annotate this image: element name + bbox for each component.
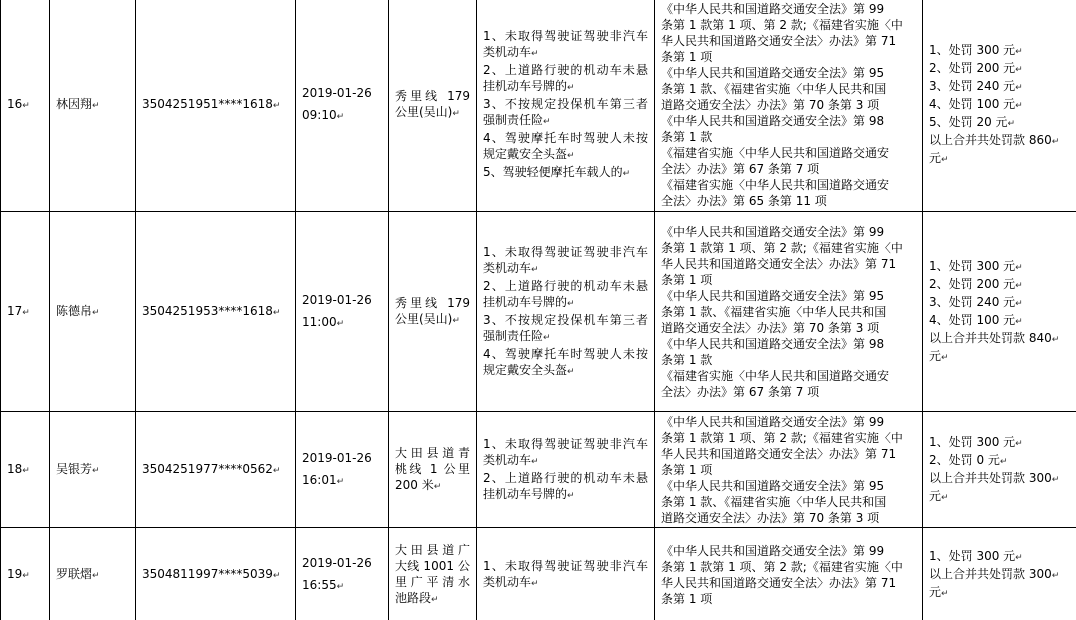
- datetime-cell: [296, 528, 389, 620]
- violation-line: 1、未取得驾驶证驾驶非汽车: [483, 436, 648, 451]
- violation-line: 2、上道路行驶的机动车未悬: [483, 63, 648, 77]
- location-cell: [389, 212, 477, 412]
- id-number: 3504251953****1618: [142, 303, 273, 318]
- violation-line: 5、驾驶轻便摩托车载人的↵: [483, 165, 631, 179]
- legal-basis-line: 《中华人民共和国道路交通安全法》第 98: [661, 336, 885, 351]
- person-name: 罗联熠: [56, 567, 93, 581]
- paragraph-mark-icon: ↵: [452, 315, 460, 326]
- legal-basis-line: 《福建省实施〈中华人民共和国道路交通安: [661, 178, 890, 192]
- paragraph-mark-icon: ↵: [272, 307, 281, 318]
- violation-date: 2019-01-26: [302, 450, 372, 465]
- location-line: 200 米↵: [395, 477, 442, 492]
- paragraph-mark-icon: ↵: [452, 109, 460, 119]
- datetime-cell: [296, 0, 389, 212]
- legal-basis-cell: [655, 412, 923, 528]
- table-row: [1, 528, 1076, 620]
- paragraph-mark-icon: ↵: [336, 476, 345, 487]
- penalty-cell: [923, 212, 1076, 412]
- violation-line: 3、不按规定投保机车第三者: [483, 97, 648, 111]
- id-number-cell: [136, 212, 296, 412]
- paragraph-mark-icon: ↵: [543, 332, 551, 343]
- table-row: [1, 212, 1076, 412]
- row-number: 16: [7, 97, 23, 111]
- legal-basis-line: 华人民共和国道路交通安全法〉办法》第 71: [661, 256, 897, 271]
- paragraph-mark-icon: ↵: [1015, 280, 1023, 291]
- legal-basis-line: 条第 1 项: [661, 50, 713, 64]
- location-line: 公里(吴山)↵: [395, 105, 460, 119]
- name-cell: [50, 0, 136, 212]
- violations-cell: [477, 0, 655, 212]
- paragraph-mark-icon: ↵: [336, 112, 345, 122]
- violation-line: 类机动车↵: [483, 575, 539, 589]
- legal-basis-line: 全法〉办法》第 65 条第 11 项: [661, 194, 827, 208]
- violation-line: 4、驾驶摩托车时驾驶人未按: [483, 131, 648, 145]
- violation-line: 类机动车↵: [483, 260, 539, 275]
- paragraph-mark-icon: ↵: [1015, 298, 1023, 309]
- violation-line: 挂机动车号牌的↵: [483, 486, 575, 501]
- location-line: 桃线 1 公里: [395, 461, 470, 476]
- violation-line: 2、上道路行驶的机动车未悬: [483, 470, 648, 485]
- legal-basis-line: 条第 1 项: [661, 272, 713, 287]
- legal-basis-line: 条第 1 款、《福建省实施〈中华人民共和国: [661, 82, 887, 96]
- paragraph-mark-icon: ↵: [1051, 334, 1060, 345]
- person-name: 林因翔: [56, 97, 93, 111]
- paragraph-mark-icon: ↵: [543, 117, 551, 127]
- legal-basis-line: 《中华人民共和国道路交通安全法》第 95: [661, 478, 885, 493]
- table-row: [1, 0, 1076, 212]
- paragraph-mark-icon: ↵: [1051, 571, 1060, 581]
- penalty-line: 3、处罚 240 元↵: [929, 79, 1023, 93]
- paragraph-mark-icon: ↵: [92, 101, 100, 111]
- penalty-line: 元↵: [929, 488, 949, 503]
- paragraph-mark-icon: ↵: [1007, 119, 1016, 129]
- violation-time: 09:10↵: [302, 108, 345, 122]
- penalty-line: 以上合并共处罚款 300↵: [929, 567, 1060, 581]
- paragraph-mark-icon: ↵: [941, 352, 949, 363]
- paragraph-mark-icon: ↵: [22, 101, 30, 111]
- violation-line: 1、未取得驾驶证驾驶非汽车: [483, 29, 648, 43]
- table-row: [1, 412, 1076, 528]
- violation-line: 规定戴安全头盔↵: [483, 147, 575, 161]
- id-number-cell: [136, 528, 296, 620]
- paragraph-mark-icon: ↵: [1015, 438, 1023, 449]
- row-number-cell: [1, 412, 50, 528]
- legal-basis-line: 《中华人民共和国道路交通安全法》第 95: [661, 66, 885, 80]
- row-number: 19: [7, 567, 23, 581]
- violation-line: 2、上道路行驶的机动车未悬: [483, 278, 648, 293]
- violation-line: 挂机动车号牌的↵: [483, 79, 575, 93]
- paragraph-mark-icon: ↵: [1015, 316, 1023, 327]
- row-number-cell: [1, 0, 50, 212]
- id-number-cell: [136, 412, 296, 528]
- location-line: 大田县道广: [395, 543, 470, 557]
- legal-basis-line: 条第 1 款第 1 项、第 2 款;《福建省实施〈中: [661, 560, 903, 574]
- violation-line: 1、未取得驾驶证驾驶非汽车: [483, 244, 648, 259]
- penalty-line: 元↵: [929, 585, 949, 599]
- paragraph-mark-icon: ↵: [1015, 101, 1023, 111]
- id-number: 3504251951****1618: [142, 97, 273, 111]
- legal-basis-line: 《中华人民共和国道路交通安全法》第 99: [661, 2, 885, 16]
- paragraph-mark-icon: ↵: [567, 151, 575, 161]
- paragraph-mark-icon: ↵: [272, 571, 281, 581]
- violation-time: 16:55↵: [302, 578, 345, 592]
- legal-basis-line: 华人民共和国道路交通安全法〉办法》第 71: [661, 446, 897, 461]
- paragraph-mark-icon: ↵: [999, 456, 1008, 467]
- paragraph-mark-icon: ↵: [1015, 47, 1023, 57]
- legal-basis-line: 条第 1 款第 1 项、第 2 款;《福建省实施〈中: [661, 240, 903, 255]
- paragraph-mark-icon: ↵: [1051, 474, 1060, 485]
- penalty-cell: [923, 528, 1076, 620]
- paragraph-mark-icon: ↵: [567, 83, 575, 93]
- paragraph-mark-icon: ↵: [531, 456, 539, 467]
- location-line: 公里(吴山)↵: [395, 311, 460, 326]
- person-name: 吴银芳: [56, 461, 93, 476]
- location-line: 秀里线 179: [395, 295, 470, 310]
- penalty-line: 1、处罚 300 元↵: [929, 434, 1023, 449]
- legal-basis-line: 《中华人民共和国道路交通安全法》第 99: [661, 544, 885, 558]
- paragraph-mark-icon: ↵: [567, 366, 575, 377]
- legal-basis-line: 全法〉办法》第 67 条第 7 项: [661, 162, 820, 176]
- id-number-cell: [136, 0, 296, 212]
- violation-date: 2019-01-26: [302, 292, 372, 307]
- penalty-line: 2、处罚 200 元↵: [929, 276, 1023, 291]
- paragraph-mark-icon: ↵: [92, 307, 100, 318]
- penalty-line: 2、处罚 0 元↵: [929, 452, 1008, 467]
- datetime-cell: [296, 412, 389, 528]
- legal-basis-line: 条第 1 项: [661, 592, 713, 606]
- paragraph-mark-icon: ↵: [22, 571, 30, 581]
- penalty-line: 元↵: [929, 151, 949, 165]
- legal-basis-line: 道路交通安全法〉办法》第 70 条第 3 项: [661, 510, 880, 525]
- paragraph-mark-icon: ↵: [941, 155, 949, 165]
- legal-basis-line: 条第 1 款、《福建省实施〈中华人民共和国: [661, 494, 887, 509]
- legal-basis-line: 条第 1 项: [661, 462, 713, 477]
- location-line: 里广平清水: [395, 575, 470, 589]
- location-line: 秀里线 179: [395, 89, 470, 103]
- violation-line: 4、驾驶摩托车时驾驶人未按: [483, 346, 648, 361]
- row-number: 17: [7, 303, 23, 318]
- paragraph-mark-icon: ↵: [567, 490, 575, 501]
- penalty-cell: [923, 412, 1076, 528]
- penalty-line: 4、处罚 100 元↵: [929, 312, 1023, 327]
- paragraph-mark-icon: ↵: [941, 589, 949, 599]
- paragraph-mark-icon: ↵: [1015, 83, 1023, 93]
- legal-basis-cell: [655, 528, 923, 620]
- person-name: 陈德帛: [56, 303, 93, 318]
- location-cell: [389, 528, 477, 620]
- location-line: 大田县道青: [395, 445, 470, 460]
- penalty-line: 以上合并共处罚款 300↵: [929, 470, 1060, 485]
- legal-basis-line: 条第 1 款第 1 项、第 2 款;《福建省实施〈中: [661, 430, 903, 445]
- legal-basis-line: 《中华人民共和国道路交通安全法》第 95: [661, 288, 885, 303]
- paragraph-mark-icon: ↵: [567, 298, 575, 309]
- name-cell: [50, 412, 136, 528]
- penalty-line: 2、处罚 200 元↵: [929, 61, 1023, 75]
- violation-date: 2019-01-26: [302, 556, 372, 570]
- legal-basis-line: 条第 1 款: [661, 130, 713, 144]
- legal-basis-line: 《中华人民共和国道路交通安全法》第 99: [661, 224, 885, 239]
- paragraph-mark-icon: ↵: [433, 481, 442, 492]
- violations-cell: [477, 412, 655, 528]
- violation-line: 类机动车↵: [483, 45, 539, 59]
- legal-basis-line: 《福建省实施〈中华人民共和国道路交通安: [661, 368, 890, 383]
- paragraph-mark-icon: ↵: [272, 101, 281, 111]
- paragraph-mark-icon: ↵: [531, 579, 539, 589]
- paragraph-mark-icon: ↵: [531, 264, 539, 275]
- violation-time: 11:00↵: [302, 314, 345, 329]
- penalty-line: 4、处罚 100 元↵: [929, 97, 1023, 111]
- penalty-line: 以上合并共处罚款 840↵: [929, 330, 1060, 345]
- violation-line: 1、未取得驾驶证驾驶非汽车: [483, 559, 648, 573]
- legal-basis-line: 《福建省实施〈中华人民共和国道路交通安: [661, 146, 890, 160]
- violations-cell: [477, 528, 655, 620]
- penalty-line: 1、处罚 300 元↵: [929, 549, 1023, 563]
- penalty-line: 1、处罚 300 元↵: [929, 43, 1023, 57]
- row-number-cell: [1, 212, 50, 412]
- id-number: 3504811997****5039: [142, 567, 273, 581]
- location-cell: [389, 412, 477, 528]
- penalty-line: 3、处罚 240 元↵: [929, 294, 1023, 309]
- legal-basis-line: 《中华人民共和国道路交通安全法》第 99: [661, 414, 885, 429]
- legal-basis-line: 条第 1 款、《福建省实施〈中华人民共和国: [661, 304, 887, 319]
- name-cell: [50, 212, 136, 412]
- paragraph-mark-icon: ↵: [272, 465, 281, 476]
- violation-line: 强制责任险↵: [483, 113, 551, 127]
- location-line: 池路段↵: [395, 591, 439, 605]
- paragraph-mark-icon: ↵: [1015, 553, 1023, 563]
- legal-basis-line: 华人民共和国道路交通安全法〉办法》第 71: [661, 34, 897, 48]
- paragraph-mark-icon: ↵: [336, 582, 345, 592]
- datetime-cell: [296, 212, 389, 412]
- paragraph-mark-icon: ↵: [92, 465, 100, 476]
- violation-line: 类机动车↵: [483, 452, 539, 467]
- row-number: 18: [7, 461, 23, 476]
- name-cell: [50, 528, 136, 620]
- penalty-line: 以上合并共处罚款 860↵: [929, 133, 1060, 147]
- penalty-line: 元↵: [929, 348, 949, 363]
- legal-basis-line: 华人民共和国道路交通安全法〉办法》第 71: [661, 576, 897, 590]
- paragraph-mark-icon: ↵: [1015, 65, 1023, 75]
- paragraph-mark-icon: ↵: [22, 307, 30, 318]
- violation-line: 强制责任险↵: [483, 328, 551, 343]
- violation-line: 3、不按规定投保机车第三者: [483, 312, 648, 327]
- violation-line: 挂机动车号牌的↵: [483, 294, 575, 309]
- legal-basis-line: 道路交通安全法〉办法》第 70 条第 3 项: [661, 98, 880, 112]
- paragraph-mark-icon: ↵: [1015, 262, 1023, 273]
- paragraph-mark-icon: ↵: [941, 492, 949, 503]
- penalty-cell: [923, 0, 1076, 212]
- location-cell: [389, 0, 477, 212]
- row-number-cell: [1, 528, 50, 620]
- paragraph-mark-icon: ↵: [92, 571, 100, 581]
- violations-cell: [477, 212, 655, 412]
- paragraph-mark-icon: ↵: [531, 49, 539, 59]
- legal-basis-cell: [655, 0, 923, 212]
- paragraph-mark-icon: ↵: [336, 318, 345, 329]
- location-line: 大线 1001 公: [395, 559, 470, 573]
- legal-basis-line: 条第 1 款第 1 项、第 2 款;《福建省实施〈中: [661, 18, 903, 32]
- violation-date: 2019-01-26: [302, 86, 372, 100]
- paragraph-mark-icon: ↵: [1051, 137, 1060, 147]
- penalty-line: 5、处罚 20 元↵: [929, 115, 1016, 129]
- legal-basis-line: 条第 1 款: [661, 352, 713, 367]
- penalty-line: 1、处罚 300 元↵: [929, 258, 1023, 273]
- legal-basis-line: 《中华人民共和国道路交通安全法》第 98: [661, 114, 885, 128]
- id-number: 3504251977****0562: [142, 461, 273, 476]
- legal-basis-line: 道路交通安全法〉办法》第 70 条第 3 项: [661, 320, 880, 335]
- paragraph-mark-icon: ↵: [22, 465, 30, 476]
- violation-line: 规定戴安全头盔↵: [483, 362, 575, 377]
- paragraph-mark-icon: ↵: [622, 169, 631, 179]
- legal-basis-line: 全法〉办法》第 67 条第 7 项: [661, 384, 820, 399]
- paragraph-mark-icon: ↵: [431, 595, 439, 605]
- legal-basis-cell: [655, 212, 923, 412]
- violation-time: 16:01↵: [302, 472, 345, 487]
